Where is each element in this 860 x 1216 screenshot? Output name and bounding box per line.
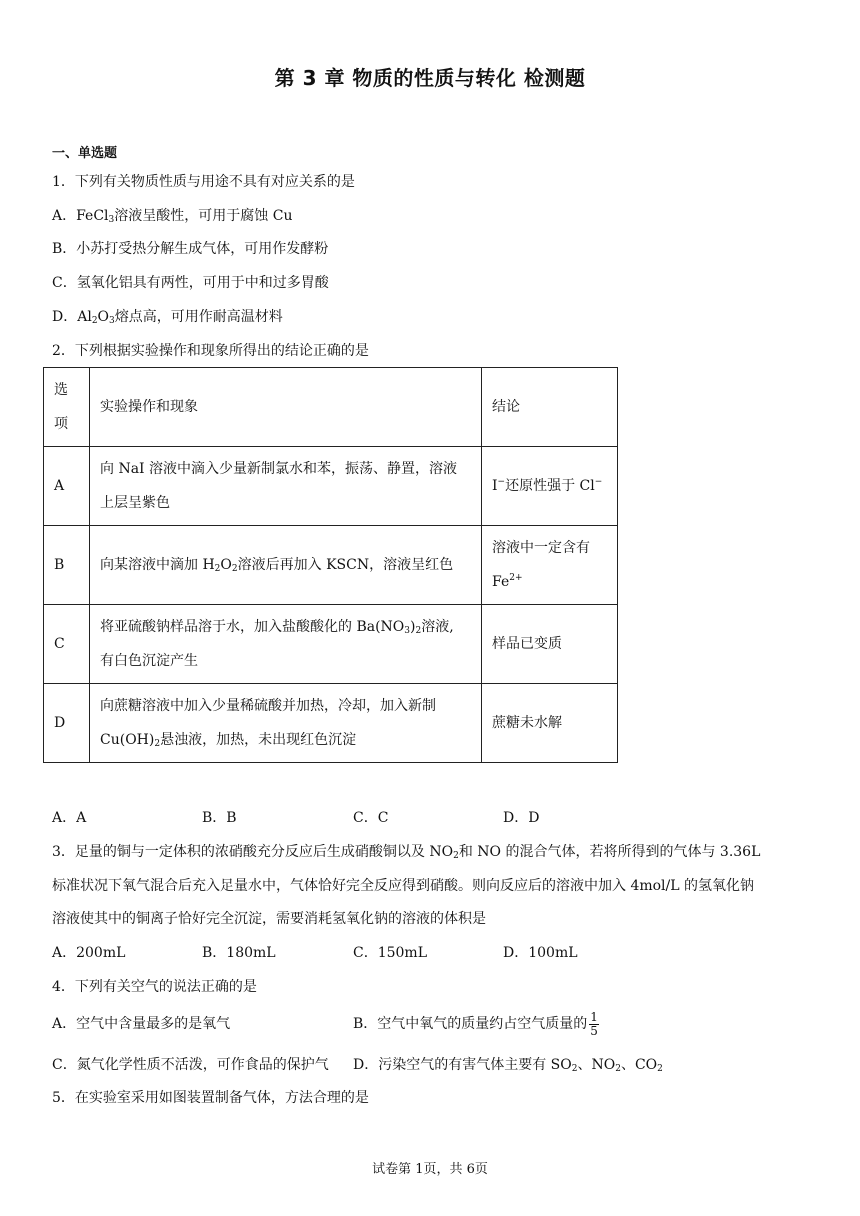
question-3-line-1: 3．足量的铜与一定体积的浓硝酸充分反应后生成硝酸铜以及 $NO_2$和 NO 的混合气体，若将所得到的气体与 3.36L	[52, 844, 761, 861]
question-3-line-3: 溶液使其中的铜离子恰好完全沉淀，需要消耗氢氧化钠的溶液的体积是	[52, 911, 486, 927]
question-3-option-b: B．180mL	[202, 945, 276, 961]
row-key: A	[44, 447, 90, 526]
subscript: 2	[91, 316, 98, 326]
row-operation: 将亚硫酸钠样品溶于水，加入盐酸酸化的 $Ba(NO_3)_2$溶液, 有白色沉淀产生	[90, 605, 482, 684]
question-1-stem: 1．下列有关物质性质与用途不具有对应关系的是	[52, 174, 355, 190]
row-key: D	[44, 684, 90, 763]
question-1-option-c: C．氢氧化铝具有两性，可用于中和过多胃酸	[52, 275, 329, 291]
subscript: 3	[109, 316, 115, 326]
question-5-stem: 5．在实验室采用如图装置制备气体，方法合理的是	[52, 1090, 369, 1106]
page-footer: 试卷第 1页，共 6页	[372, 1162, 488, 1177]
question-3-option-c: C．150mL	[353, 945, 428, 961]
row-conclusion: 溶液中一定含有 $Fe^{2+}$	[482, 526, 618, 605]
experiment-table	[43, 367, 618, 763]
header-option: 选 项	[44, 368, 90, 447]
question-4-option-d: D．污染空气的有害气体主要有 $SO_2$、$NO_2$、$CO_2$	[353, 1057, 663, 1074]
question-1-option-b: B．小苏打受热分解生成气体，可用作发酵粉	[52, 241, 329, 257]
table-row	[44, 684, 618, 763]
option-a-text-end: 溶液呈酸性，可用于腐蚀 Cu	[114, 208, 293, 224]
question-4-stem: 4．下列有关空气的说法正确的是	[52, 979, 257, 995]
question-2-option-a: A．A	[52, 810, 87, 826]
table-row	[44, 526, 618, 605]
question-3-line-2: 标准状况下氧气混合后充入足量水中，气体恰好完全反应得到硝酸。则向反应后的溶液中加入 4mol/L 的氢氧化钠	[52, 878, 755, 894]
row-conclusion: 蔗糖未水解	[482, 684, 618, 763]
header-conclusion: 结论	[482, 368, 618, 447]
question-1-option-d	[52, 307, 283, 327]
table-row	[44, 447, 618, 526]
table-header-row	[44, 368, 618, 447]
row-conclusion: 样品已变质	[482, 605, 618, 684]
question-2-option-b: B．B	[202, 810, 237, 826]
row-operation: 向蔗糖溶液中加入少量稀硫酸并加热，冷却，加入新制 $Cu(OH)_2$悬浊液，加热，未出现红色沉淀	[90, 684, 482, 763]
option-d-mid: O	[97, 309, 110, 325]
question-4-option-a: A．空气中含量最多的是氧气	[52, 1016, 231, 1032]
fraction: $\frac{1}{5}$	[590, 1009, 598, 1038]
question-4-option-b: B．空气中氧气的质量约占空气质量的 $\frac{1}{5}$	[353, 1009, 598, 1038]
option-d-text-end: 熔点高，可用作耐高温材料	[114, 309, 283, 325]
row-key: C	[44, 605, 90, 684]
question-3-option-d: D．100mL	[503, 945, 578, 961]
question-2-stem: 2．下列根据实验操作和现象所得出的结论正确的是	[52, 343, 369, 359]
row-key: B	[44, 526, 90, 605]
row-operation: 向 NaI 溶液中滴入少量新制氯水和苯，振荡、静置，溶液 上层呈紫色	[90, 447, 482, 526]
row-operation: 向某溶液中滴加 $H_2O_2$溶液后再加入 KSCN，溶液呈红色	[90, 526, 482, 605]
question-2-option-c: C．C	[353, 810, 389, 826]
question-3-option-a: A．200mL	[52, 945, 126, 961]
table-row	[44, 605, 618, 684]
option-a-text: A．FeCl	[52, 208, 109, 224]
page-title: 第 3 章 物质的性质与转化 检测题	[274, 66, 586, 90]
row-conclusion: I−还原性强于 Cl−	[482, 447, 618, 526]
option-d-text: D．Al	[52, 309, 92, 325]
subscript: 3	[108, 215, 115, 225]
header-operation: 实验操作和现象	[90, 368, 482, 447]
question-4-option-c: C．氮气化学性质不活泼，可作食品的保护气	[52, 1057, 329, 1073]
question-1-option-a	[52, 206, 292, 226]
question-2-option-d: D．D	[503, 810, 540, 826]
section-heading: 一、单选题	[52, 146, 118, 161]
